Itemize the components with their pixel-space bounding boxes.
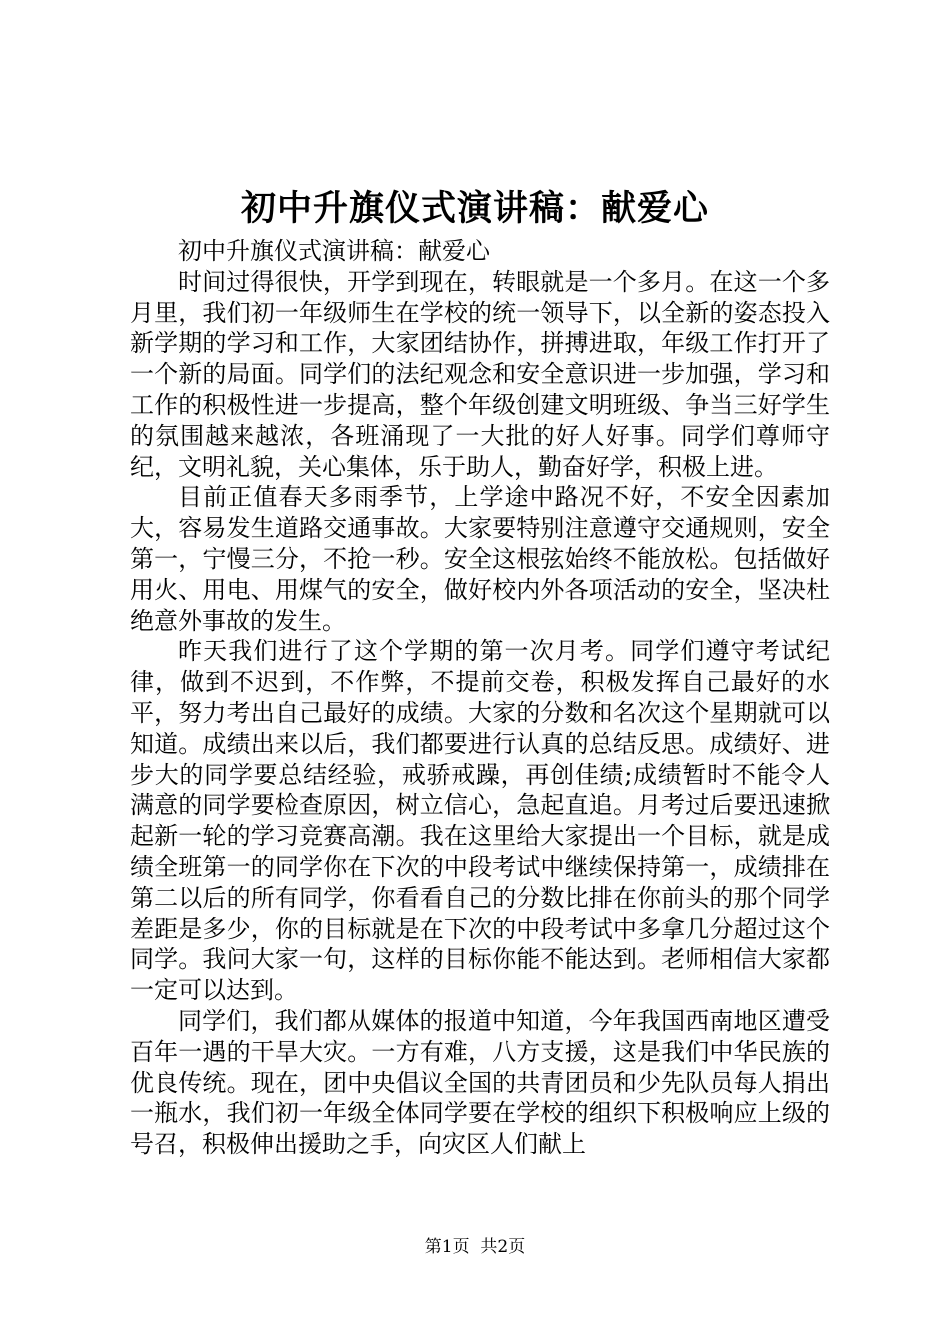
paragraph-2: 目前正值春天多雨季节，上学途中路况不好，不安全因素加大，容易发生道路交通事故。大家要特别注意遵守交通规则，安全第一，宁慢三分，不抢一秒。安全这根弦始终不能放松。包括做好用火、用电、用煤气的安全，做好校内外各项活动的安全，坚决杜绝意外事故的发生。	[130, 483, 830, 635]
subtitle-paragraph: 初中升旗仪式演讲稿：献爱心	[178, 237, 490, 265]
paragraph-4: 同学们，我们都从媒体的报道中知道，今年我国西南地区遭受百年一遇的干旱大灾。一方有难，八方支援，这是我们中华民族的优良传统。现在，团中央倡议全国的共青团员和少先队员每人捐出一瓶水，我们初一年级全体同学要在学校的组织下积极响应上级的号召，积极伸出援助之手，向灾区人们献上	[130, 1006, 830, 1159]
paragraph-3: 昨天我们进行了这个学期的第一次月考。同学们遵守考试纪律，做到不迟到，不作弊，不提前交卷，积极发挥自己最好的水平，努力考出自己最好的成绩。大家的分数和名次这个星期就可以知道。成绩出来以后，我们都要进行认真的总结反思。成绩好、进步大的同学要总结经验，戒骄戒躁，再创佳绩;成绩暂时不能令人满意的同学要检查原因，树立信心，急起直追。月考过后要迅速掀起新一轮的学习竞赛高潮。我在这里给大家提出一个目标，就是成绩全班第一的同学你在下次的中段考试中继续保持第一，成绩排在第二以后的所有同学，你看看自己的分数比排在你前头的那个同学差距是多少，你的目标就是在下次的中段考试中多拿几分超过这个同学。我问大家一句，这样的目标你能不能达到。老师相信大家都一定可以达到。	[130, 637, 830, 1005]
paragraph-1: 时间过得很快，开学到现在，转眼就是一个多月。在这一个多月里，我们初一年级师生在学校的统一领导下，以全新的姿态投入新学期的学习和工作，大家团结协作，拼搏进取，年级工作打开了一个新的局面。同学们的法纪观念和安全意识进一步加强，学习和工作的积极性进一步提高，整个年级创建文明班级、争当三好学生的氛围越来越浓，各班涌现了一大批的好人好事。同学们尊师守纪，文明礼貌，关心集体，乐于助人，勤奋好学，积极上进。	[130, 267, 830, 481]
page-number: 第1页 共2页	[424, 1237, 526, 1257]
document-body	[130, 236, 830, 1160]
page-footer	[0, 1235, 950, 1259]
document-title: 初中升旗仪式演讲稿：献爱心	[240, 188, 709, 229]
